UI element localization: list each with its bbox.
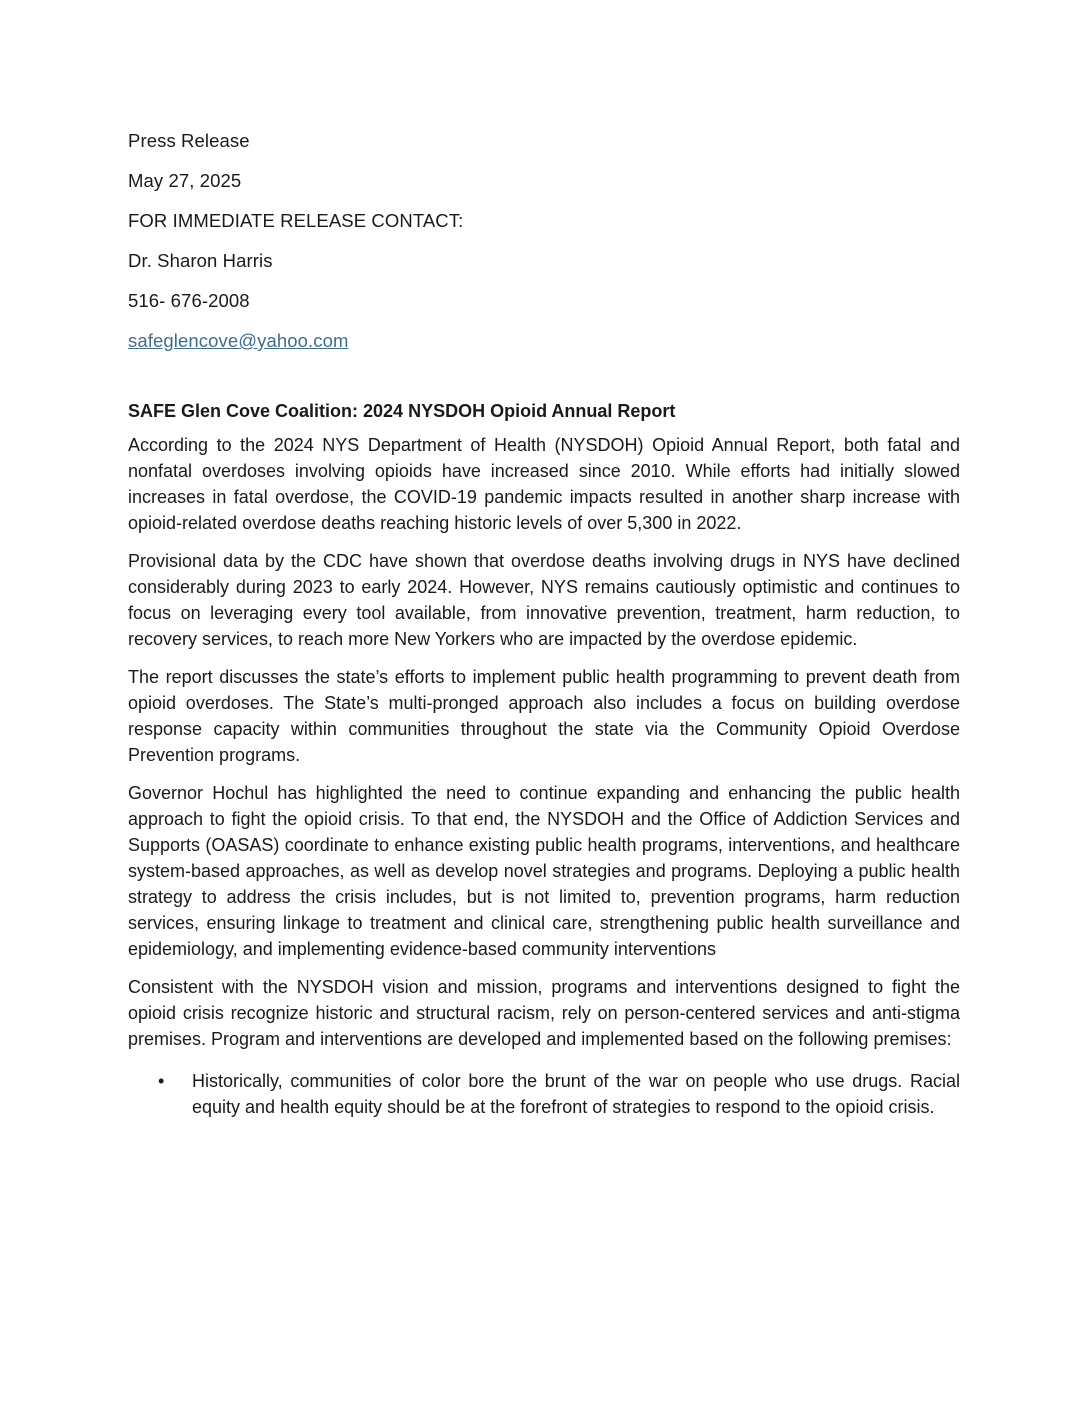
list-item: [128, 1068, 960, 1120]
contact-email-link[interactable]: safeglencove@yahoo.com: [128, 330, 349, 351]
bullet-icon: •: [158, 1071, 165, 1091]
contact-phone: 516- 676-2008: [128, 290, 250, 311]
premises-list: [128, 1068, 960, 1120]
list-item-text: Historically, communities of color bore the brunt of the war on people who use drugs. Racial equity and health equity should be at the forefront of strategies to respond to the opioid crisis.: [192, 1071, 960, 1117]
paragraph: Provisional data by the CDC have shown that overdose deaths involving drugs in NYS have declined considerably during 2023 to early 2024. However, NYS remains cautiously optimistic and continues to focus on leveraging every tool available, from innovative prevention, treatment, harm reduction, to recovery services, to reach more New Yorkers who are impacted by the overdose epidemic.: [128, 551, 960, 649]
release-contact-label: FOR IMMEDIATE RELEASE CONTACT:: [128, 210, 464, 231]
paragraph: According to the 2024 NYS Department of Health (NYSDOH) Opioid Annual Report, both fatal and nonfatal overdoses involving opioids have increased since 2010. While efforts had initially slowed increases in fatal overdose, the COVID-19 pandemic impacts resulted in another sharp increase with opioid-related overdose deaths reaching historic levels of over 5,300 in 2022.: [128, 435, 960, 533]
contact-name: Dr. Sharon Harris: [128, 250, 273, 271]
paragraph: Consistent with the NYSDOH vision and mission, programs and interventions designed to fight the opioid crisis recognize historic and structural racism, rely on person-centered services and anti-stigma premises. Program and interventions are developed and implemented based on the following premises:: [128, 977, 960, 1049]
release-date: May 27, 2025: [128, 170, 242, 191]
paragraph: Governor Hochul has highlighted the need to continue expanding and enhancing the public health approach to fight the opioid crisis. To that end, the NYSDOH and the Office of Addiction Services and Supports (OASAS) coordinate to enhance existing public health programs, interventions, and healthcare system-based approaches, as well as develop novel strategies and programs. Deploying a public health strategy to address the crisis includes, but is not limited to, prevention programs, harm reduction services, ensuring linkage to treatment and clinical care, strengthening public health surveillance and epidemiology, and implementing evidence-based community interventions: [128, 783, 960, 959]
press-release-headline: SAFE Glen Cove Coalition: 2024 NYSDOH Opioid Annual Report: [128, 401, 676, 421]
document-content: [128, 128, 960, 1120]
paragraph: The report discusses the state’s efforts to implement public health programming to prevent death from opioid overdoses. The State’s multi-pronged approach also includes a focus on building overdose response capacity within communities throughout the state via the Community Opioid Overdose Prevention programs.: [128, 667, 960, 765]
document-type: Press Release: [128, 130, 250, 151]
